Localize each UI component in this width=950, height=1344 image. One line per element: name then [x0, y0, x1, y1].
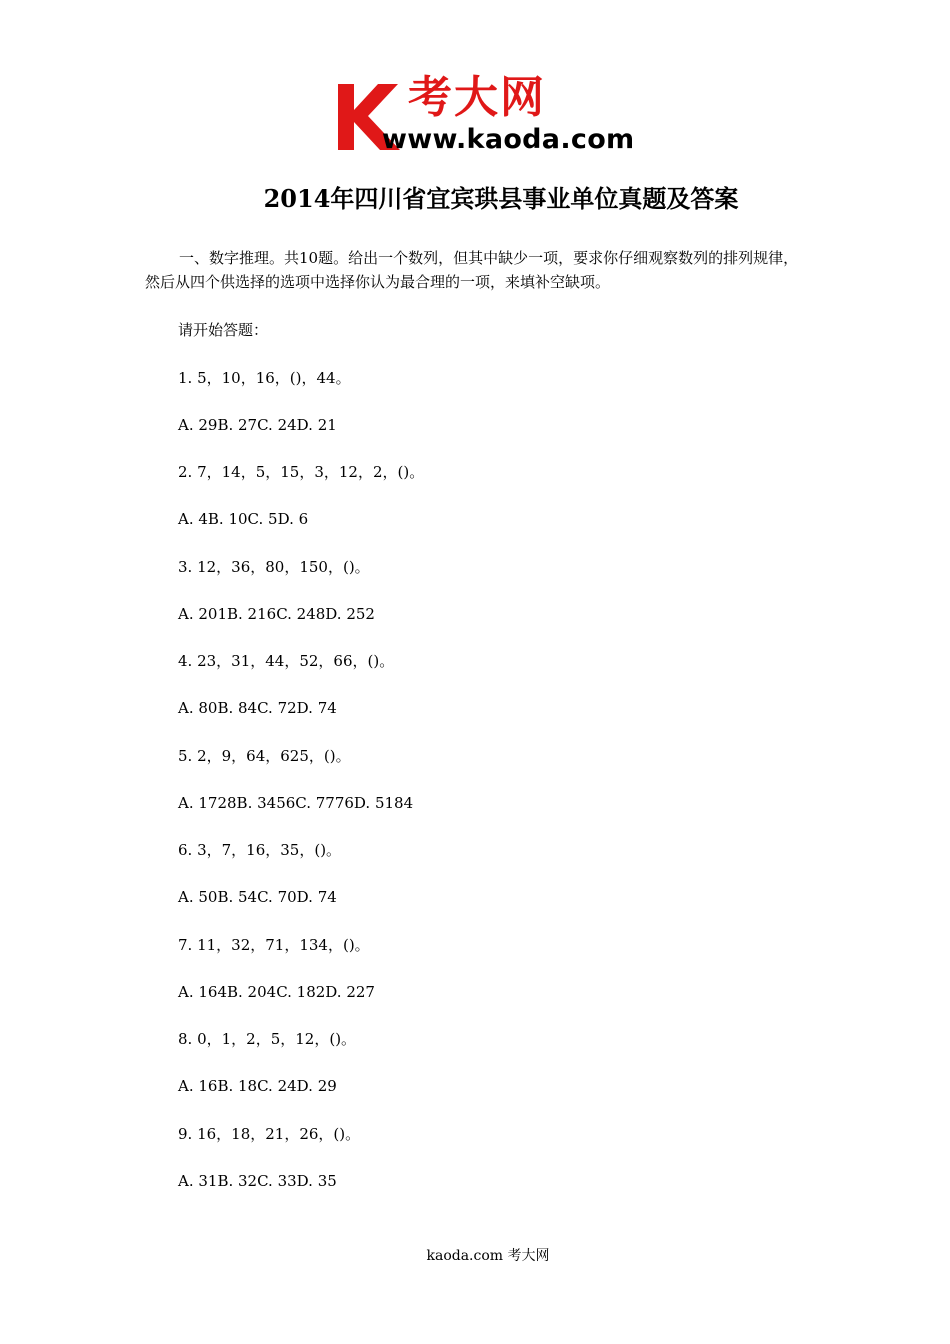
- question-1: 1. 5，10，16，()，44。: [178, 369, 351, 387]
- question-6: 6. 3，7，16，35，()。: [178, 841, 342, 859]
- intro-paragraph: 一、数字推理。共10题。给出一个数列，但其中缺少一项，要求你仔细观察数列的排列规律，然后从四个供选择的选项中选择你认为最合理的一项，来填补空缺项。: [145, 249, 799, 291]
- question-3: 3. 12，36，80，150，()。: [178, 558, 370, 576]
- options-5: A. 1728B. 3456C. 7776D. 5184: [178, 794, 414, 812]
- logo-chinese-text: 考大网: [408, 72, 546, 123]
- options-1: A. 29B. 27C. 24D. 21: [178, 416, 337, 434]
- options-4: A. 80B. 84C. 72D. 74: [178, 699, 337, 717]
- kaoda-logo: [338, 72, 658, 158]
- start-prompt: 请开始答题：: [178, 321, 269, 339]
- page-footer: kaoda.com 考大网: [426, 1248, 550, 1264]
- question-5: 5. 2，9，64，625，()。: [178, 747, 351, 765]
- question-8: 8. 0，1，2，5，12，()。: [178, 1030, 357, 1048]
- options-8: A. 16B. 18C. 24D. 29: [178, 1077, 337, 1095]
- question-2: 2. 7，14，5，15，3，12，2，()。: [178, 463, 425, 481]
- options-9: A. 31B. 32C. 33D. 35: [178, 1172, 337, 1190]
- page-title: 2014年四川省宜宾珙县事业单位真题及答案: [263, 184, 739, 213]
- question-9: 9. 16，18，21，26，()。: [178, 1125, 361, 1143]
- options-6: A. 50B. 54C. 70D. 74: [178, 888, 337, 906]
- logo-url-text: www.kaoda.com: [382, 124, 635, 155]
- question-7: 7. 11，32，71，134，()。: [178, 936, 370, 954]
- options-2: A. 4B. 10C. 5D. 6: [178, 510, 309, 528]
- options-3: A. 201B. 216C. 248D. 252: [178, 605, 375, 623]
- options-7: A. 164B. 204C. 182D. 227: [178, 983, 375, 1001]
- question-4: 4. 23，31，44，52，66，()。: [178, 652, 395, 670]
